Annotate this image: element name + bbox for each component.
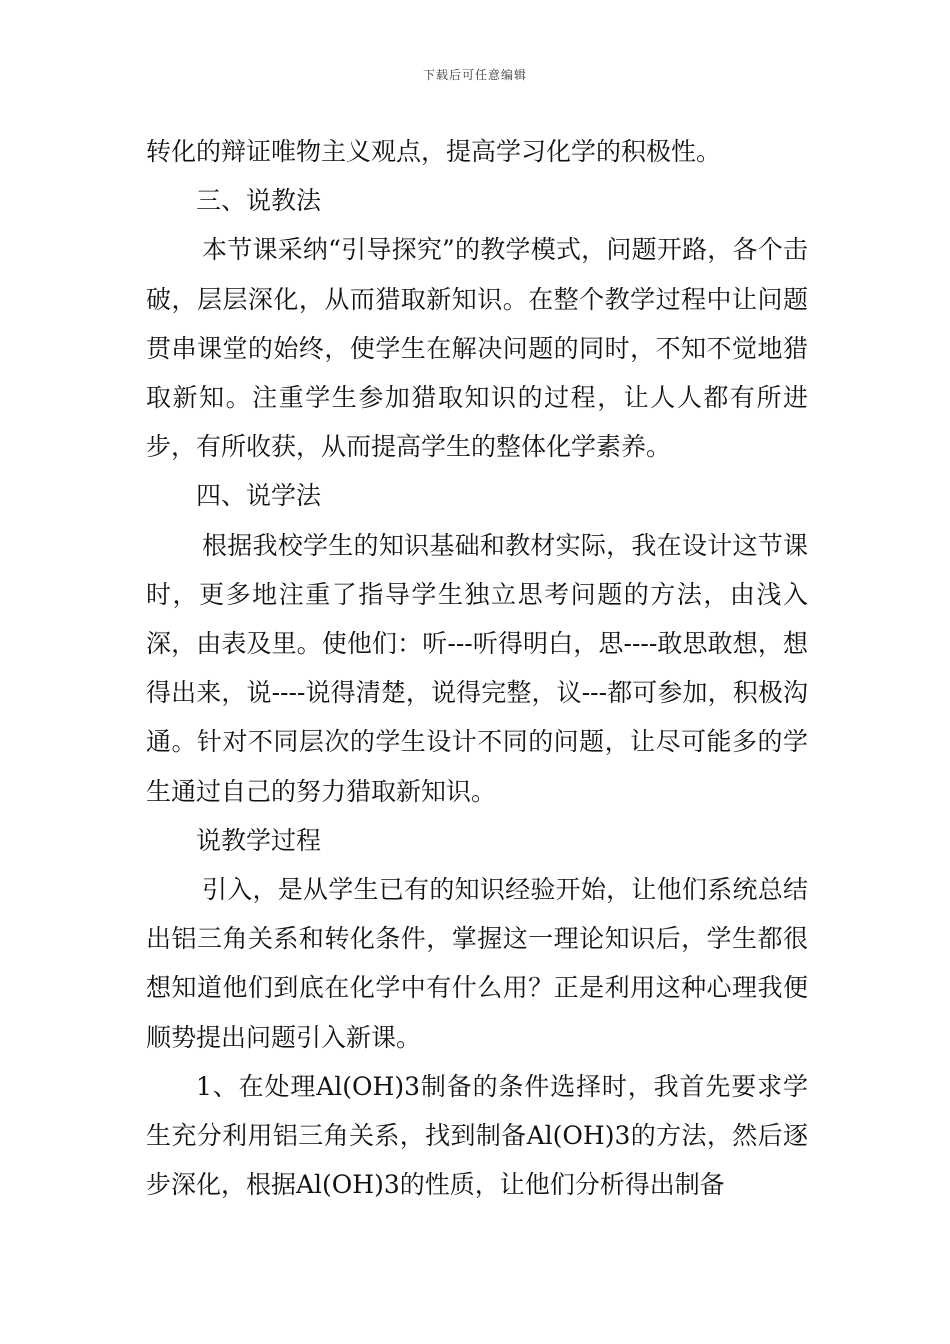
paragraph-introduction: 引入，是从学生已有的知识经验开始，让他们系统总结出铝三角关系和转化条件，掌握这一理论知识后，学生都很想知道他们到底在化学中有什么用？正是利用这种心理我便顺势提出问题引入新课。 bbox=[146, 875, 808, 1052]
paragraph-teaching-method: 本节课采纳“引导探究”的教学模式，问题开路，各个击破，层层深化，从而猎取新知识。在整个教学过程中让问题贯串课堂的始终，使学生在解决问题的同时，不知不觉地猎取新知。注重学生参加猎取知识的过程，让人人都有所进步，有所收获，从而提高学生的整体化学素养。 bbox=[146, 235, 808, 462]
paragraph-1: 转化的辩证唯物主义观点，提高学习化学的积极性。 bbox=[146, 137, 722, 166]
paragraph-step-1: 1、在处理Al(OH)3制备的条件选择时，我首先要求学生充分利用铝三角关系，找到制备Al(OH)3的方法，然后逐步深化，根据Al(OH)3的性质，让他们分析得出制备 bbox=[146, 1071, 808, 1200]
section-heading-teaching-process: 说教学过程 bbox=[196, 825, 322, 855]
paragraph-learning-method: 根据我校学生的知识基础和教材实际，我在设计这节课时，更多地注重了指导学生独立思考问题的方法，由浅入深，由表及里。使他们：听---听得明白，思----敢思敢想，想得出来，说----说得清楚，说得完整，议---都可参加，积极沟通。针对不同层次的学生设计不同的问题，让尽可能多的学生通过自己的努力猎取新知识。 bbox=[146, 530, 808, 806]
page-header: 下载后可任意编辑 bbox=[422, 68, 527, 82]
section-heading-learning-method: 四、说学法 bbox=[196, 481, 322, 511]
section-heading-teaching-method: 三、说教法 bbox=[196, 186, 322, 216]
document-body bbox=[146, 127, 808, 1209]
